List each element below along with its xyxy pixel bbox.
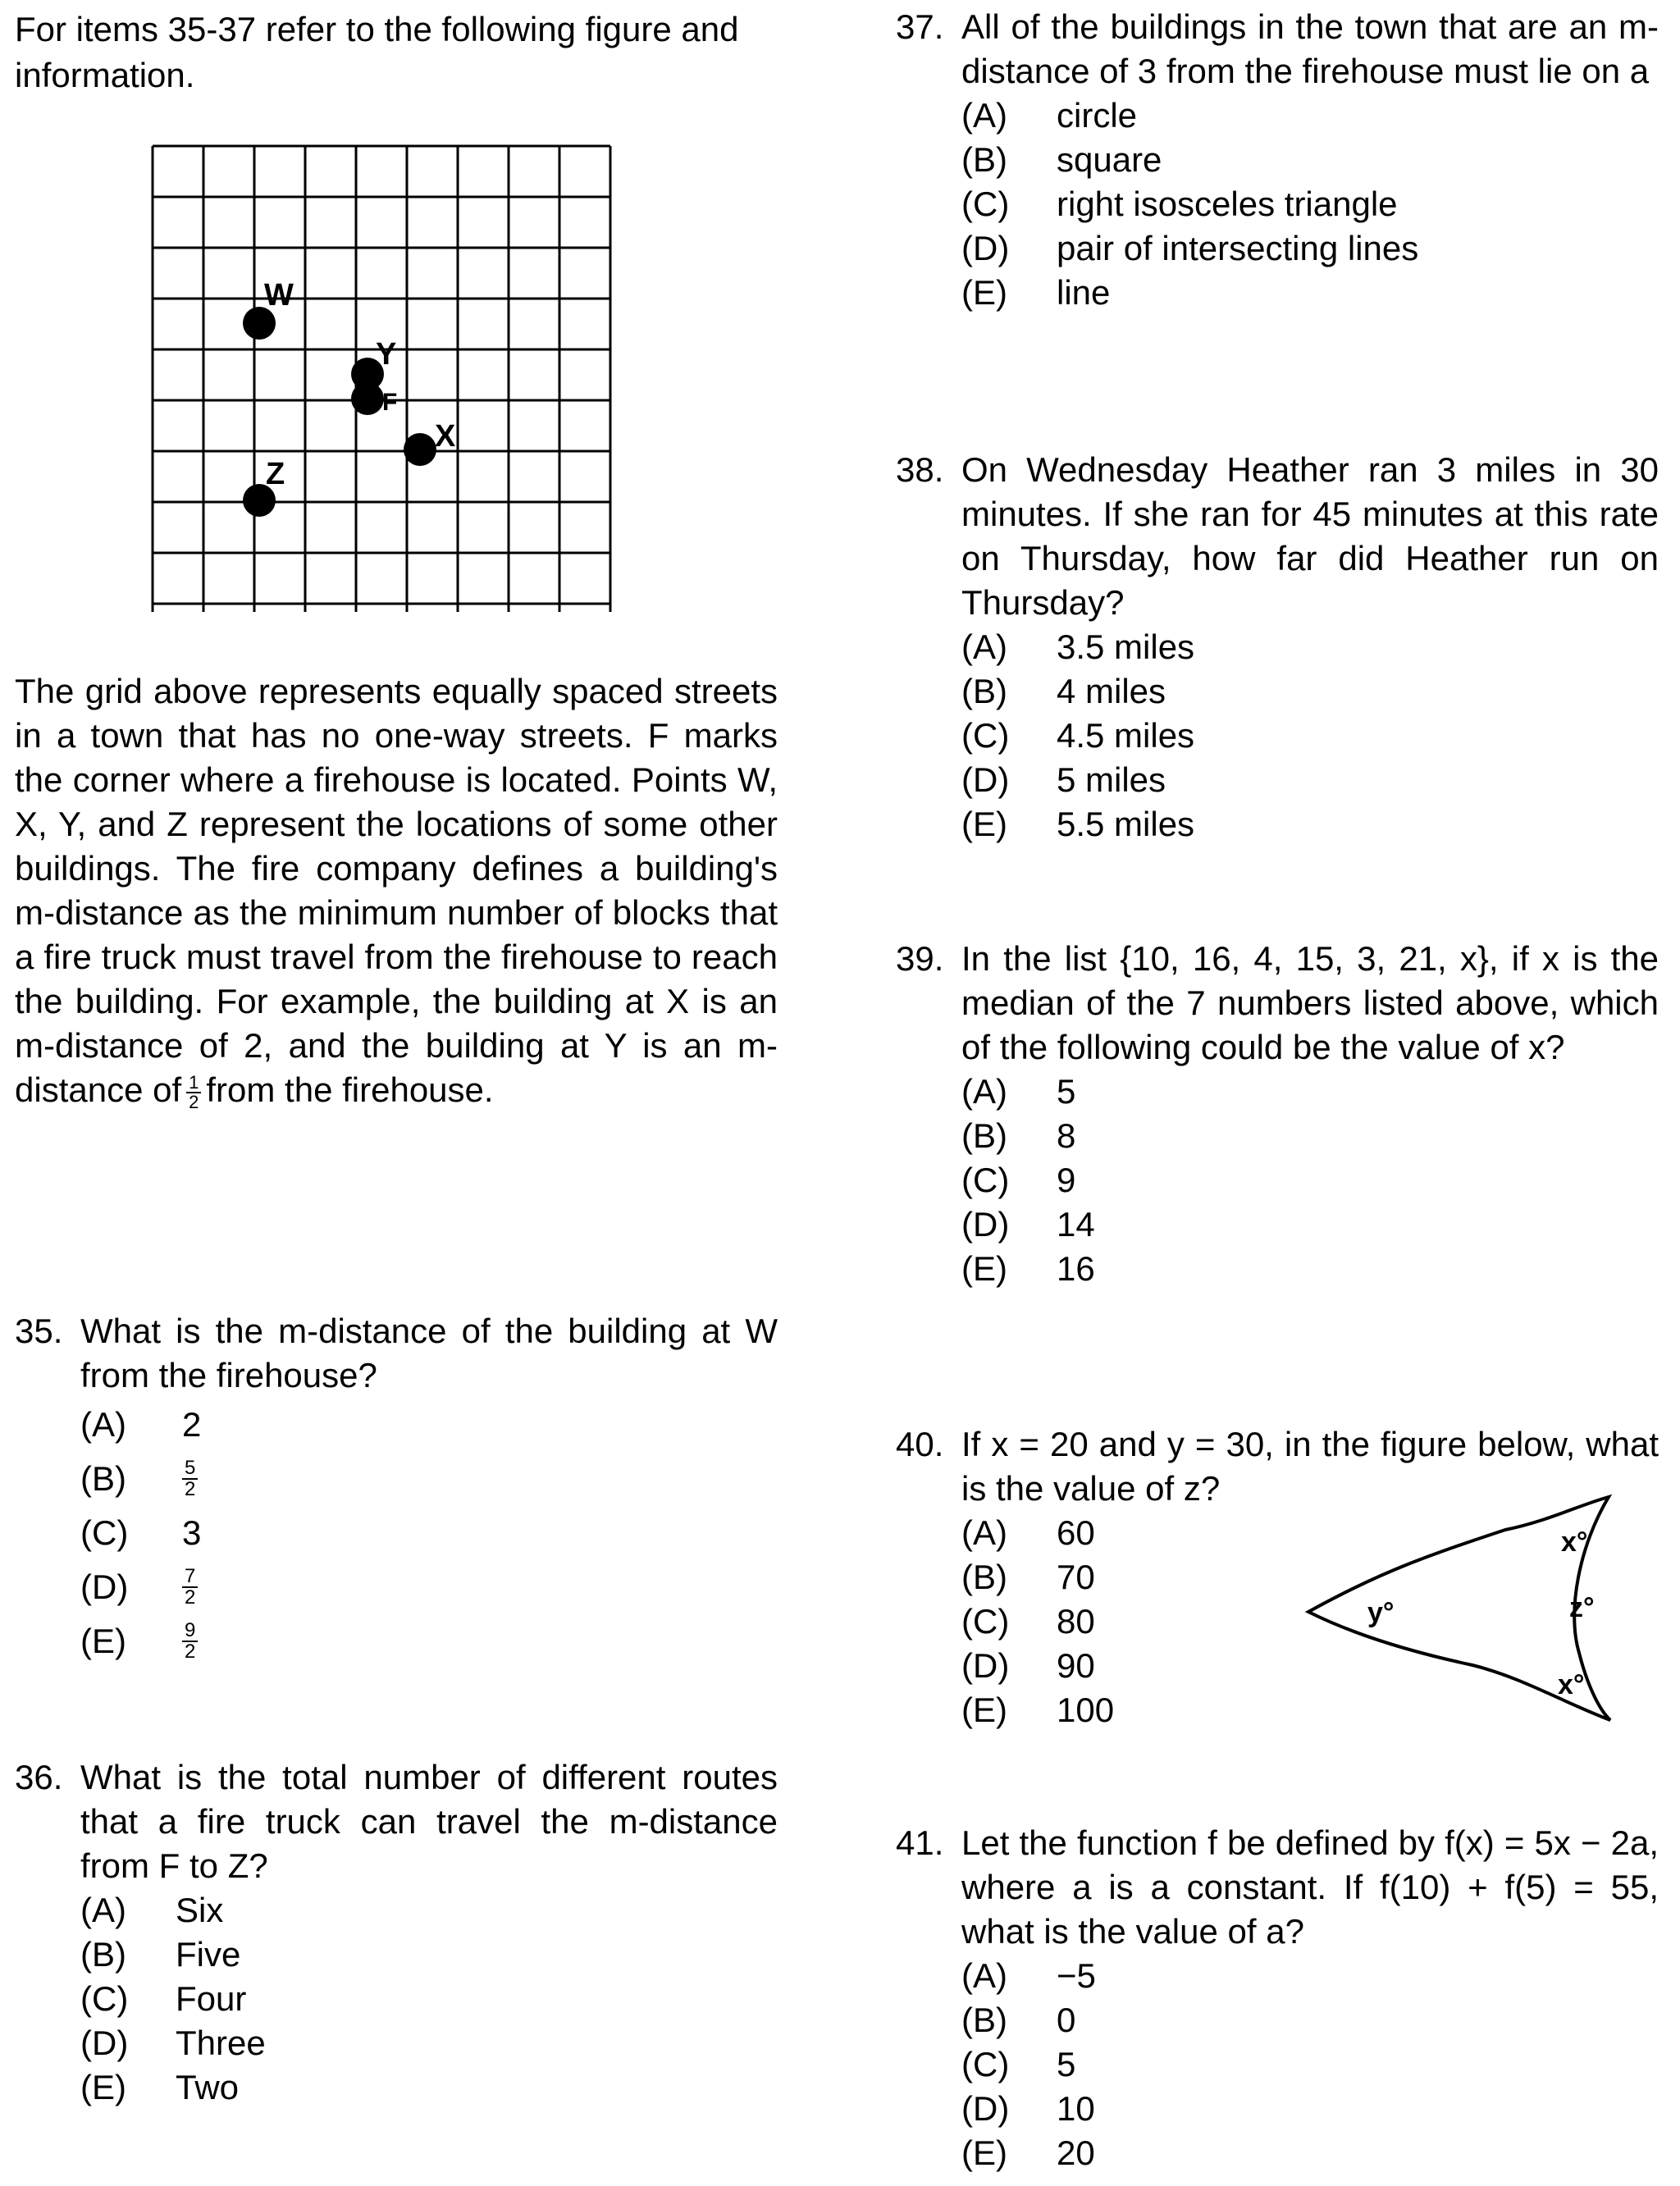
choice-e[interactable] xyxy=(961,271,1659,315)
choice-text: 80 xyxy=(1057,1602,1095,1641)
question-text: What is the m-distance of the building at W from the firehouse? xyxy=(80,1312,778,1394)
label-x: X xyxy=(435,419,456,454)
choice-text: 4 miles xyxy=(1057,672,1166,710)
answer-choices xyxy=(896,94,1659,315)
choice-letter: (A) xyxy=(961,1513,1007,1552)
choice-text: Three xyxy=(176,2024,266,2062)
choice-e[interactable] xyxy=(80,1614,778,1668)
choice-letter: (E) xyxy=(961,2134,1007,2172)
answer-choices xyxy=(896,1070,1659,1291)
choice-letter: (E) xyxy=(961,1249,1007,1288)
fraction-denominator: 2 xyxy=(185,1641,196,1663)
choice-text: 5 xyxy=(1057,2045,1076,2083)
question-number: 37. xyxy=(896,7,944,46)
choice-text: 5 miles xyxy=(1057,760,1166,799)
choice-text: −5 xyxy=(1057,1956,1096,1995)
choice-a[interactable] xyxy=(961,1511,1322,1555)
answer-choices xyxy=(15,1398,778,1668)
choice-letter: (E) xyxy=(80,2068,126,2106)
one-half-fraction xyxy=(186,1071,201,1112)
choice-letter: (D) xyxy=(961,1205,1010,1244)
fraction-numerator: 7 xyxy=(182,1567,198,1588)
question-40 xyxy=(896,1422,1659,1732)
choice-letter: (A) xyxy=(961,96,1007,135)
angle-y-label: y° xyxy=(1367,1597,1395,1628)
choice-e[interactable] xyxy=(961,802,1659,847)
choice-letter: (B) xyxy=(961,672,1007,710)
choice-text: 14 xyxy=(1057,1205,1095,1244)
question-text: If x = 20 and y = 30, in the figure below, what is the value of z? xyxy=(961,1425,1659,1508)
choice-text: circle xyxy=(1057,96,1138,135)
choice-letter: (A) xyxy=(961,628,1007,666)
choice-letter: (C) xyxy=(961,716,1010,755)
choice-d[interactable] xyxy=(80,1560,778,1614)
choice-letter: (E) xyxy=(80,1622,126,1660)
question-37 xyxy=(896,5,1659,315)
answer-choices xyxy=(896,1511,1322,1732)
choice-c[interactable] xyxy=(961,1158,1659,1203)
choice-b[interactable] xyxy=(961,1114,1659,1158)
choice-letter: (E) xyxy=(961,805,1007,843)
choice-letter: (D) xyxy=(80,2024,129,2062)
choice-d[interactable] xyxy=(961,226,1659,271)
description-part-1: The grid above represents equally spaced streets in a town that has no one-way streets. F marks the corner where a firehouse is located. Points W, X, Y, and Z represent the locations of some other buildings. The fire company defines a building's m-distance as the minimum number of blocks that a fire truck must travel from the firehouse to reach the building. For example, the building at X is an m-distance of 2, and the building at Y is an m-distance of xyxy=(15,672,778,1109)
choice-letter: (E) xyxy=(961,273,1007,312)
choice-text: 5.5 miles xyxy=(1057,805,1195,843)
choice-text: line xyxy=(1057,273,1111,312)
choice-fraction xyxy=(182,1621,198,1662)
label-f: F xyxy=(382,389,398,416)
question-text: In the list {10, 16, 4, 15, 3, 21, x}, if x is the median of the 7 numbers listed above, which of the following could be the value of x? xyxy=(961,939,1659,1066)
description-paragraph xyxy=(15,669,778,1112)
question-38 xyxy=(896,448,1659,847)
choice-d[interactable] xyxy=(961,758,1659,802)
choice-b[interactable] xyxy=(961,669,1659,714)
choice-b[interactable] xyxy=(80,1452,778,1506)
choice-text: 3.5 miles xyxy=(1057,628,1195,666)
choice-text: right isosceles triangle xyxy=(1057,185,1398,223)
question-text: Let the function f be defined by f(x) = 5x − 2a, where a is a constant. If f(10) + f(5) = 55, what is the value of a? xyxy=(961,1823,1659,1951)
fraction-denominator: 2 xyxy=(185,1586,196,1609)
choice-text: Four xyxy=(176,1979,247,2018)
choice-text: Five xyxy=(176,1935,241,1974)
choice-b[interactable] xyxy=(80,1933,778,1977)
choice-letter: (B) xyxy=(80,1459,126,1498)
choice-c[interactable] xyxy=(80,1506,778,1560)
choice-text: 9 xyxy=(1057,1161,1076,1199)
choice-c[interactable] xyxy=(961,2042,1659,2087)
answer-choices xyxy=(15,1888,778,2110)
question-number: 38. xyxy=(896,450,944,489)
choice-text: 70 xyxy=(1057,1558,1095,1596)
question-35 xyxy=(15,1309,778,1668)
question-41 xyxy=(896,1821,1659,2175)
choice-e[interactable] xyxy=(961,1247,1659,1291)
choice-c[interactable] xyxy=(80,1977,778,2021)
street-grid-figure xyxy=(135,141,643,615)
choice-text: square xyxy=(1057,140,1162,179)
choice-letter: (E) xyxy=(961,1691,1007,1729)
choice-a[interactable] xyxy=(961,1070,1659,1114)
angle-x-bottom-label: x° xyxy=(1558,1669,1585,1700)
choice-text: 3 xyxy=(182,1513,202,1552)
choice-a[interactable] xyxy=(961,625,1659,669)
question-number: 36. xyxy=(15,1758,63,1796)
triangle-figure xyxy=(1300,1489,1628,1727)
choice-c[interactable] xyxy=(961,714,1659,758)
choice-letter: (C) xyxy=(961,1161,1010,1199)
label-y: Y xyxy=(376,337,397,372)
intro-text: For items 35-37 refer to the following figure and information. xyxy=(15,10,739,94)
choice-fraction xyxy=(182,1458,198,1499)
fraction-numerator: 1 xyxy=(186,1074,201,1093)
choice-a[interactable] xyxy=(80,1398,778,1452)
choice-text: 4.5 miles xyxy=(1057,716,1195,755)
label-w: W xyxy=(264,278,294,313)
choice-d[interactable] xyxy=(961,1644,1322,1688)
question-number: 35. xyxy=(15,1312,63,1350)
choice-b[interactable] xyxy=(961,138,1659,182)
question-number: 41. xyxy=(896,1823,944,1862)
question-number: 40. xyxy=(896,1425,944,1463)
choice-text: pair of intersecting lines xyxy=(1057,229,1419,267)
choice-text: 60 xyxy=(1057,1513,1095,1552)
choice-a[interactable] xyxy=(80,1888,778,1933)
choice-text: 100 xyxy=(1057,1691,1115,1729)
choice-e[interactable] xyxy=(961,2131,1659,2175)
choice-letter: (B) xyxy=(961,2001,1007,2039)
choice-text: Six xyxy=(176,1891,224,1929)
question-text: On Wednesday Heather ran 3 miles in 30 minutes. If she ran for 45 minutes at this rate on Thursday, how far did Heather run on Thursday? xyxy=(961,450,1659,622)
choice-letter: (A) xyxy=(80,1405,126,1444)
question-number: 39. xyxy=(896,939,944,978)
choice-e[interactable] xyxy=(80,2065,778,2110)
choice-e[interactable] xyxy=(961,1688,1322,1732)
choice-letter: (C) xyxy=(961,185,1010,223)
choice-letter: (B) xyxy=(80,1935,126,1974)
choice-b[interactable] xyxy=(961,1998,1659,2042)
choice-text: 2 xyxy=(182,1405,202,1444)
description-part-2: from the firehouse. xyxy=(206,1070,494,1109)
choice-letter: (A) xyxy=(961,1072,1007,1111)
choice-text: 20 xyxy=(1057,2134,1095,2172)
question-text: All of the buildings in the town that are an m-distance of 3 from the firehouse must lie on a xyxy=(961,7,1659,90)
choice-letter: (D) xyxy=(961,2089,1010,2128)
choice-letter: (C) xyxy=(80,1513,129,1552)
choice-text: 90 xyxy=(1057,1646,1095,1685)
dot-x xyxy=(404,433,436,466)
angle-z-label: z° xyxy=(1569,1592,1595,1623)
question-39 xyxy=(896,937,1659,1291)
choice-letter: (B) xyxy=(961,1116,1007,1155)
answer-choices xyxy=(896,625,1659,847)
choice-letter: (D) xyxy=(961,1646,1010,1685)
choice-text: 5 xyxy=(1057,1072,1076,1111)
choice-a[interactable] xyxy=(961,1954,1659,1998)
choice-letter: (C) xyxy=(961,2045,1010,2083)
choice-b[interactable] xyxy=(961,1555,1322,1600)
choice-letter: (D) xyxy=(961,760,1010,799)
choice-letter: (D) xyxy=(80,1568,129,1606)
choice-text: 16 xyxy=(1057,1249,1095,1288)
choice-d[interactable] xyxy=(80,2021,778,2065)
choice-letter: (B) xyxy=(961,1558,1007,1596)
choice-letter: (D) xyxy=(961,229,1010,267)
choice-fraction xyxy=(182,1567,198,1608)
choice-text: 10 xyxy=(1057,2089,1095,2128)
dot-f xyxy=(351,382,384,415)
choice-a[interactable] xyxy=(961,94,1659,138)
choice-c[interactable] xyxy=(961,182,1659,226)
choice-d[interactable] xyxy=(961,1203,1659,1247)
question-36 xyxy=(15,1755,778,2110)
answer-choices xyxy=(896,1954,1659,2175)
fraction-denominator: 2 xyxy=(185,1478,196,1500)
fraction-numerator: 5 xyxy=(182,1458,198,1480)
choice-c[interactable] xyxy=(961,1600,1322,1644)
choice-letter: (B) xyxy=(961,140,1007,179)
choice-text: 0 xyxy=(1057,2001,1076,2039)
fraction-denominator: 2 xyxy=(189,1091,199,1112)
choice-d[interactable] xyxy=(961,2087,1659,2131)
choice-text: Two xyxy=(176,2068,240,2106)
label-z: Z xyxy=(266,457,285,491)
fraction-numerator: 9 xyxy=(182,1621,198,1642)
choice-letter: (C) xyxy=(961,1602,1010,1641)
choice-letter: (A) xyxy=(80,1891,126,1929)
angle-x-top-label: x° xyxy=(1561,1527,1588,1558)
choice-text: 8 xyxy=(1057,1116,1076,1155)
choice-letter: (C) xyxy=(80,1979,129,2018)
choice-letter: (A) xyxy=(961,1956,1007,1995)
question-text: What is the total number of different routes that a fire truck can travel the m-distance from F to Z? xyxy=(80,1758,778,1885)
